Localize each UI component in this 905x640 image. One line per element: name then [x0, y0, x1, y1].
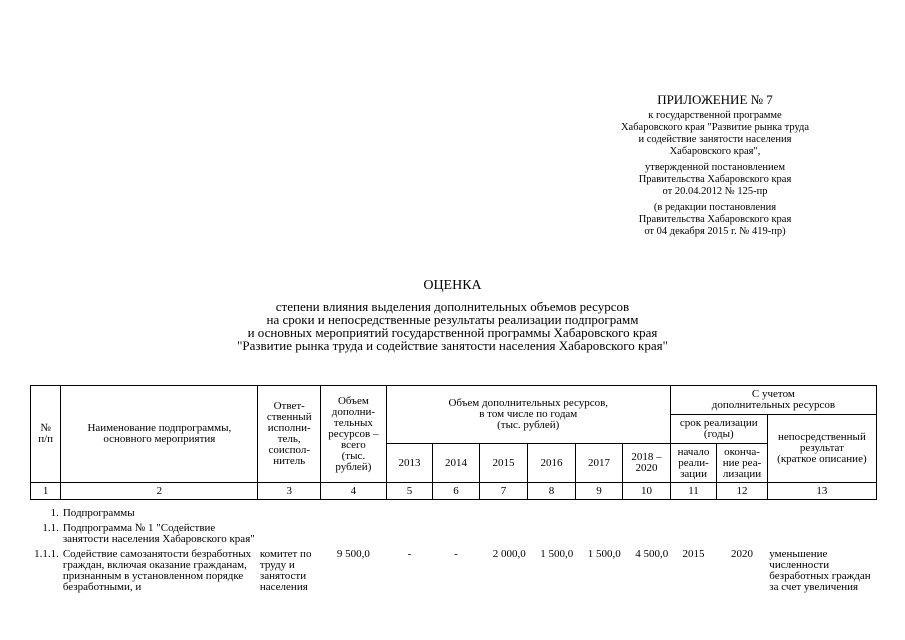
row-name: Подпрограмма № 1 "Содействие занятости населения Хабаровского края" [62, 522, 255, 545]
row-result: уменьшение численности безработных граждан за счет увеличения [769, 548, 871, 593]
row-y2015: 2 000,0 [492, 548, 526, 560]
row-name: Содействие самозанятости безработных граждан, включая оказание гражданам, признанным в установленном порядке безработными, и [62, 548, 252, 593]
row-executor [258, 500, 321, 522]
title-subtitle: степени влияния выделения дополнительных объемов ресурсов на сроки и непосредственные результаты реализации подпрограмм и основных мероприятий государственной программы Хабаровского края "Развитие рынка труда и содействие занятости населения Хабаровского края" [237, 299, 668, 353]
row-no: 1.1. [42, 522, 59, 534]
row-executor [258, 521, 321, 547]
row-y2017 [575, 521, 623, 547]
row-volume [321, 521, 387, 547]
column-number: 6 [433, 483, 479, 500]
document-title [0, 278, 905, 352]
row-y2015 [479, 500, 528, 522]
row-y2017: 1 500,0 [587, 548, 621, 560]
appendix-revision: (в редакции постановления Правительства Хабаровского края от 04 декабря 2015 г. № 419-пр) [638, 202, 792, 237]
header-years-group: Объем дополнительных ресурсов, в том числе по годам (тыс. рублей) [386, 386, 670, 444]
assessment-table [30, 385, 877, 595]
row-y2018 [623, 500, 671, 522]
header-volume: Объем дополни- тельных ресурсов – всего (тыс. рублей) [321, 386, 387, 483]
table-row [31, 521, 877, 547]
row-end: 2020 [731, 548, 754, 560]
column-number: 13 [767, 483, 876, 500]
column-number: 12 [717, 483, 768, 500]
row-y2015 [479, 521, 528, 547]
header-year: 2018 – 2020 [623, 444, 671, 483]
header-end: оконча- ние реа- лизации [717, 444, 768, 483]
row-no: 1.1.1. [34, 548, 59, 560]
header-year: 2013 [386, 444, 432, 483]
column-number: 1 [31, 483, 61, 500]
header-no: № п/п [31, 386, 61, 483]
row-end [717, 521, 768, 547]
header-name: Наименование подпрограммы, основного мероприятия [61, 386, 258, 483]
appendix-approved-by: утвержденной постановлением Правительства Хабаровского края от 20.04.2012 № 125-пр [638, 162, 792, 197]
column-number: 2 [61, 483, 258, 500]
header-result: непосредственный результат (краткое описание) [767, 415, 876, 483]
row-y2018: 4 500,0 [635, 548, 669, 560]
header-year: 2015 [479, 444, 528, 483]
row-executor: комитет по труду и занятости населения [259, 548, 312, 593]
row-y2014 [433, 500, 479, 522]
column-number: 10 [623, 483, 671, 500]
row-volume [321, 500, 387, 522]
header-start: начало реали- зации [670, 444, 716, 483]
row-start: 2015 [682, 548, 705, 560]
column-number: 9 [575, 483, 623, 500]
column-number: 3 [258, 483, 321, 500]
title-main: ОЦЕНКА [423, 278, 482, 293]
header-year: 2014 [433, 444, 479, 483]
row-y2016: 1 500,0 [540, 548, 574, 560]
column-number: 8 [528, 483, 576, 500]
row-y2016 [528, 521, 576, 547]
appendix-heading: ПРИЛОЖЕНИЕ № 7 [657, 92, 773, 107]
row-y2013: - [407, 548, 412, 560]
row-y2017 [575, 500, 623, 522]
column-number: 11 [670, 483, 716, 500]
row-y2014 [433, 521, 479, 547]
column-number: 7 [479, 483, 528, 500]
row-volume: 9 500,0 [336, 548, 370, 560]
column-number: 5 [386, 483, 432, 500]
header-account: С учетом дополнительных ресурсов [670, 386, 876, 415]
appendix-block [585, 92, 845, 238]
header-year: 2017 [575, 444, 623, 483]
row-no: 1. [50, 507, 59, 519]
appendix-program-ref: к государственной программе Хабаровского края "Развитие рынка труда и содействие занятости населения Хабаровского края", [620, 110, 810, 157]
header-executor: Ответ- ственный исполни- тель, соиспол- нитель [258, 386, 321, 483]
table-row [31, 547, 877, 595]
row-name: Подпрограммы [62, 507, 135, 519]
header-term: срок реализации (годы) [670, 415, 767, 444]
row-start [670, 521, 716, 547]
header-year: 2016 [528, 444, 576, 483]
row-y2014: - [454, 548, 458, 560]
table-row [31, 500, 877, 522]
row-y2016 [528, 500, 576, 522]
row-result [767, 521, 876, 547]
row-start [670, 500, 716, 522]
column-number: 4 [321, 483, 387, 500]
row-y2018 [623, 521, 671, 547]
row-y2013 [386, 521, 432, 547]
row-end [717, 500, 768, 522]
row-y2013 [386, 500, 432, 522]
row-result [767, 500, 876, 522]
